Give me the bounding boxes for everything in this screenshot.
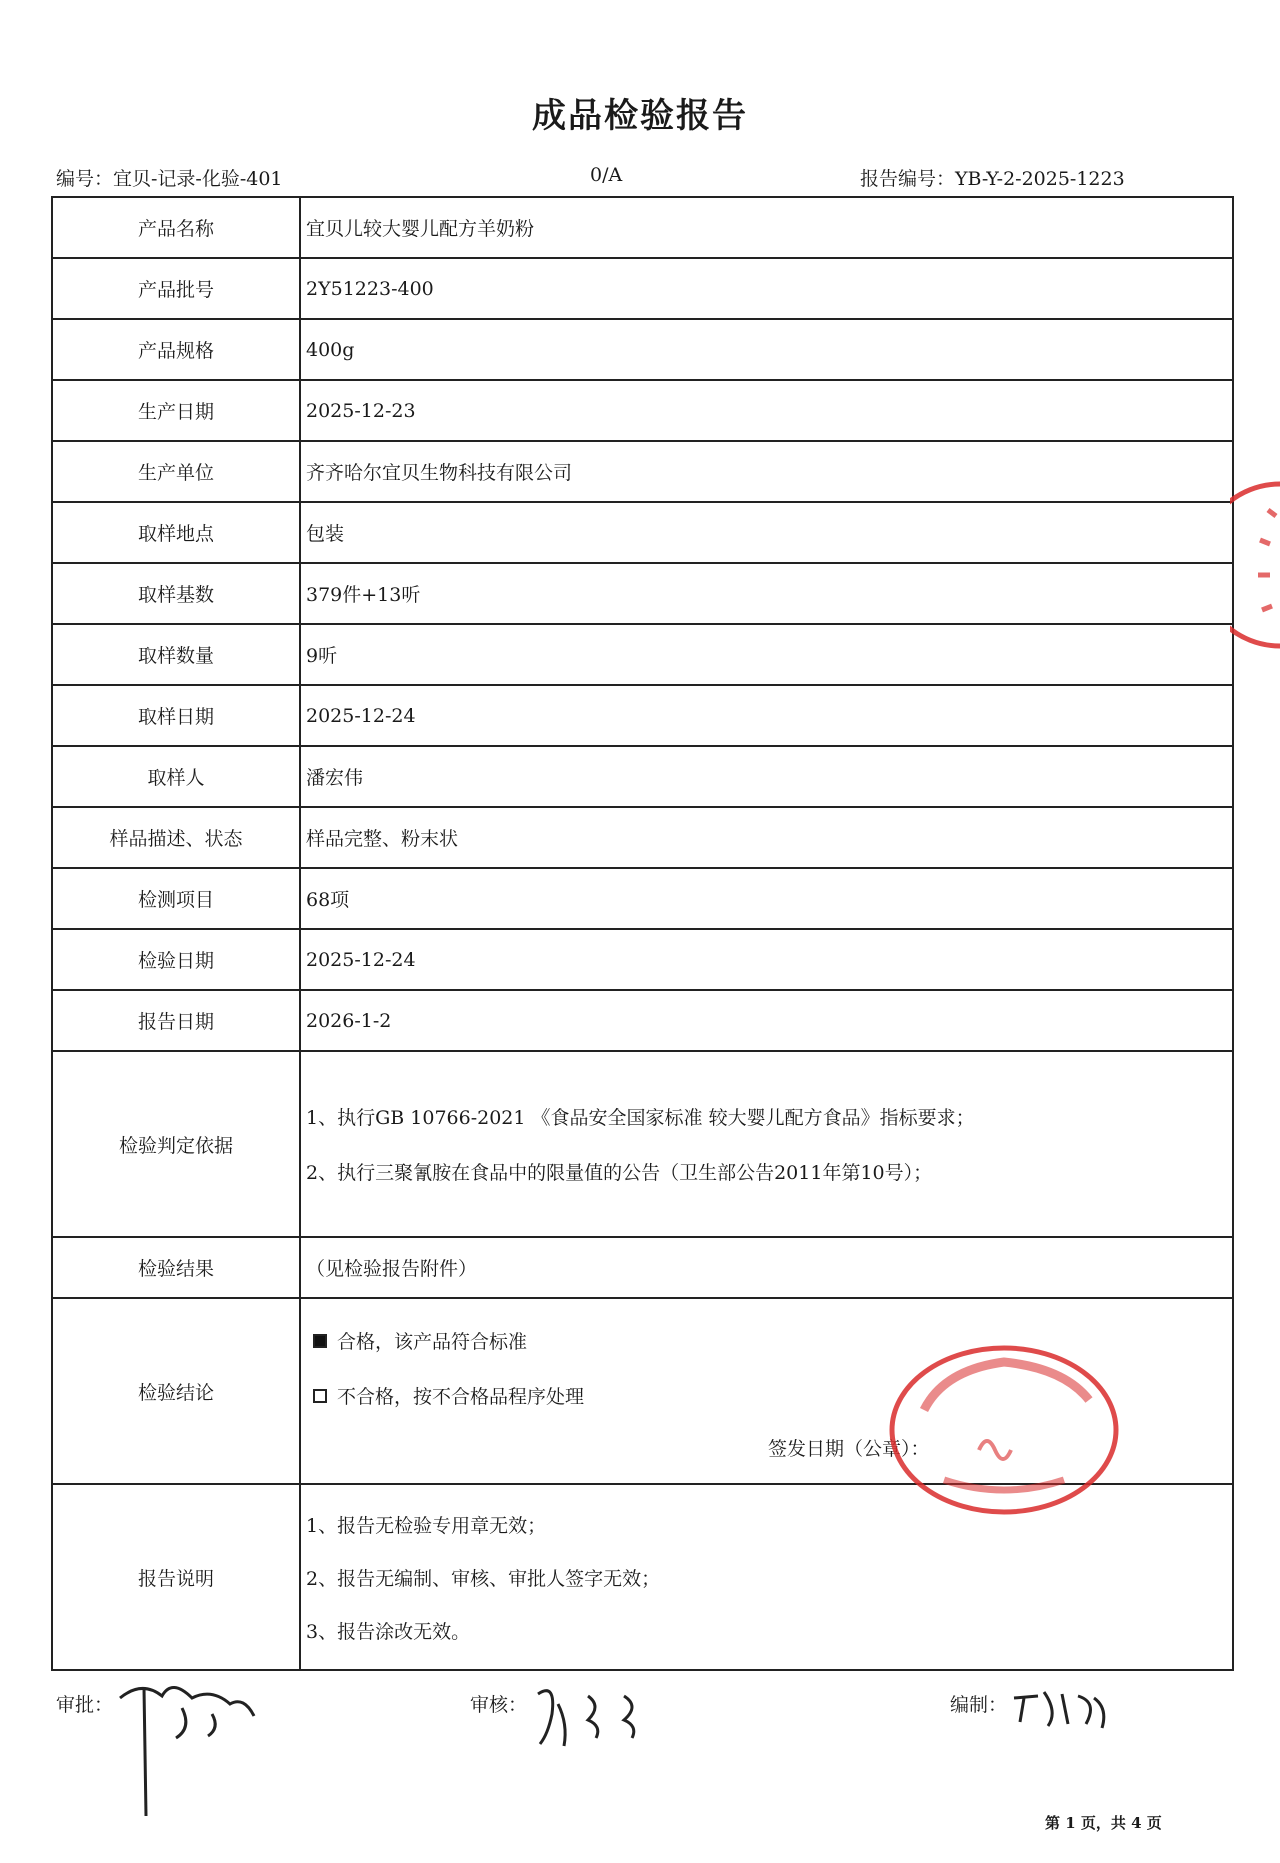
- review-label: 审核：: [470, 1694, 528, 1716]
- row-value: 9听: [300, 624, 1233, 685]
- row-label: 取样地点: [52, 502, 300, 563]
- table-row: [52, 624, 1233, 685]
- table-row: [52, 746, 1233, 807]
- basis-line-1: 1、执行GB 10766-2021 《食品安全国家标准 较大婴儿配方食品》指标要求；: [306, 1107, 975, 1129]
- row-value: 2Y51223-400: [300, 258, 1233, 319]
- row-value: 潘宏伟: [300, 746, 1233, 807]
- row-label: 报告日期: [52, 990, 300, 1051]
- note-line-2: 2、报告无编制、审核、审批人签字无效；: [306, 1567, 661, 1590]
- basis-row: [52, 1051, 1233, 1237]
- approve-label: 审批：: [56, 1694, 114, 1716]
- checkbox-unchecked-icon[interactable]: [313, 1389, 327, 1403]
- notes-label: 报告说明: [52, 1484, 300, 1670]
- row-value: 宜贝儿较大婴儿配方羊奶粉: [300, 197, 1233, 258]
- row-value: 379件+13听: [300, 563, 1233, 624]
- row-label: 检验日期: [52, 929, 300, 990]
- row-label: 取样人: [52, 746, 300, 807]
- table-row: [52, 807, 1233, 868]
- row-label: 产品批号: [52, 258, 300, 319]
- report-title: 成品检验报告: [532, 96, 748, 136]
- result-label: 检验结果: [52, 1237, 300, 1298]
- table-row: [52, 563, 1233, 624]
- table-row: [52, 380, 1233, 441]
- conclusion-label: 检验结论: [52, 1298, 300, 1484]
- result-value: （见检验报告附件）: [300, 1237, 1233, 1298]
- record-number: 编号：宜贝-记录-化验-401: [56, 168, 283, 190]
- result-row: [52, 1237, 1233, 1298]
- review-signature-icon: [528, 1674, 678, 1754]
- row-value: 2026-1-2: [300, 990, 1233, 1051]
- table-row: [52, 685, 1233, 746]
- row-label: 取样日期: [52, 685, 300, 746]
- row-label: 取样数量: [52, 624, 300, 685]
- compile-label: 编制：: [950, 1694, 1008, 1716]
- row-value: 400g: [300, 319, 1233, 380]
- sign-date: 签发日期（公章）：: [768, 1438, 930, 1460]
- row-value: 包装: [300, 502, 1233, 563]
- table-row: [52, 990, 1233, 1051]
- row-value: 2025-12-23: [300, 380, 1233, 441]
- row-value: 68项: [300, 868, 1233, 929]
- row-label: 产品规格: [52, 319, 300, 380]
- row-label: 取样基数: [52, 563, 300, 624]
- edge-seal-icon: [1230, 480, 1280, 650]
- row-label: 检测项目: [52, 868, 300, 929]
- table-row: [52, 319, 1233, 380]
- compile-signature-icon: [1008, 1678, 1118, 1738]
- fail-text: 不合格，按不合格品程序处理: [337, 1386, 585, 1408]
- row-value: 样品完整、粉末状: [300, 807, 1233, 868]
- note-line-3: 3、报告涂改无效。: [306, 1620, 471, 1643]
- row-value: 2025-12-24: [300, 685, 1233, 746]
- row-value: 齐齐哈尔宜贝生物科技有限公司: [300, 441, 1233, 502]
- row-label: 样品描述、状态: [52, 807, 300, 868]
- checkbox-checked-icon[interactable]: [313, 1334, 327, 1348]
- basis-line-2: 2、执行三聚氰胺在食品中的限量值的公告（卫生部公告2011年第10号）；: [306, 1162, 933, 1184]
- inspection-seal-icon: [884, 1340, 1124, 1520]
- version: 0/A: [590, 164, 623, 186]
- row-label: 产品名称: [52, 197, 300, 258]
- page-indicator: 第 1 页，共 4 页: [1045, 1814, 1162, 1832]
- table-row: [52, 502, 1233, 563]
- row-value: 2025-12-24: [300, 929, 1233, 990]
- table-row: [52, 258, 1233, 319]
- basis-value: [300, 1051, 1233, 1237]
- report-number: 报告编号：YB-Y-2-2025-1223: [860, 168, 1125, 190]
- row-label: 生产单位: [52, 441, 300, 502]
- row-label: 生产日期: [52, 380, 300, 441]
- table-row: [52, 197, 1233, 258]
- table-row: [52, 441, 1233, 502]
- note-line-1: 1、报告无检验专用章无效；: [306, 1514, 547, 1537]
- pass-text: 合格，该产品符合标准: [337, 1331, 528, 1353]
- table-row: [52, 868, 1233, 929]
- approve-signature-icon: [112, 1668, 262, 1818]
- table-row: [52, 929, 1233, 990]
- basis-label: 检验判定依据: [52, 1051, 300, 1237]
